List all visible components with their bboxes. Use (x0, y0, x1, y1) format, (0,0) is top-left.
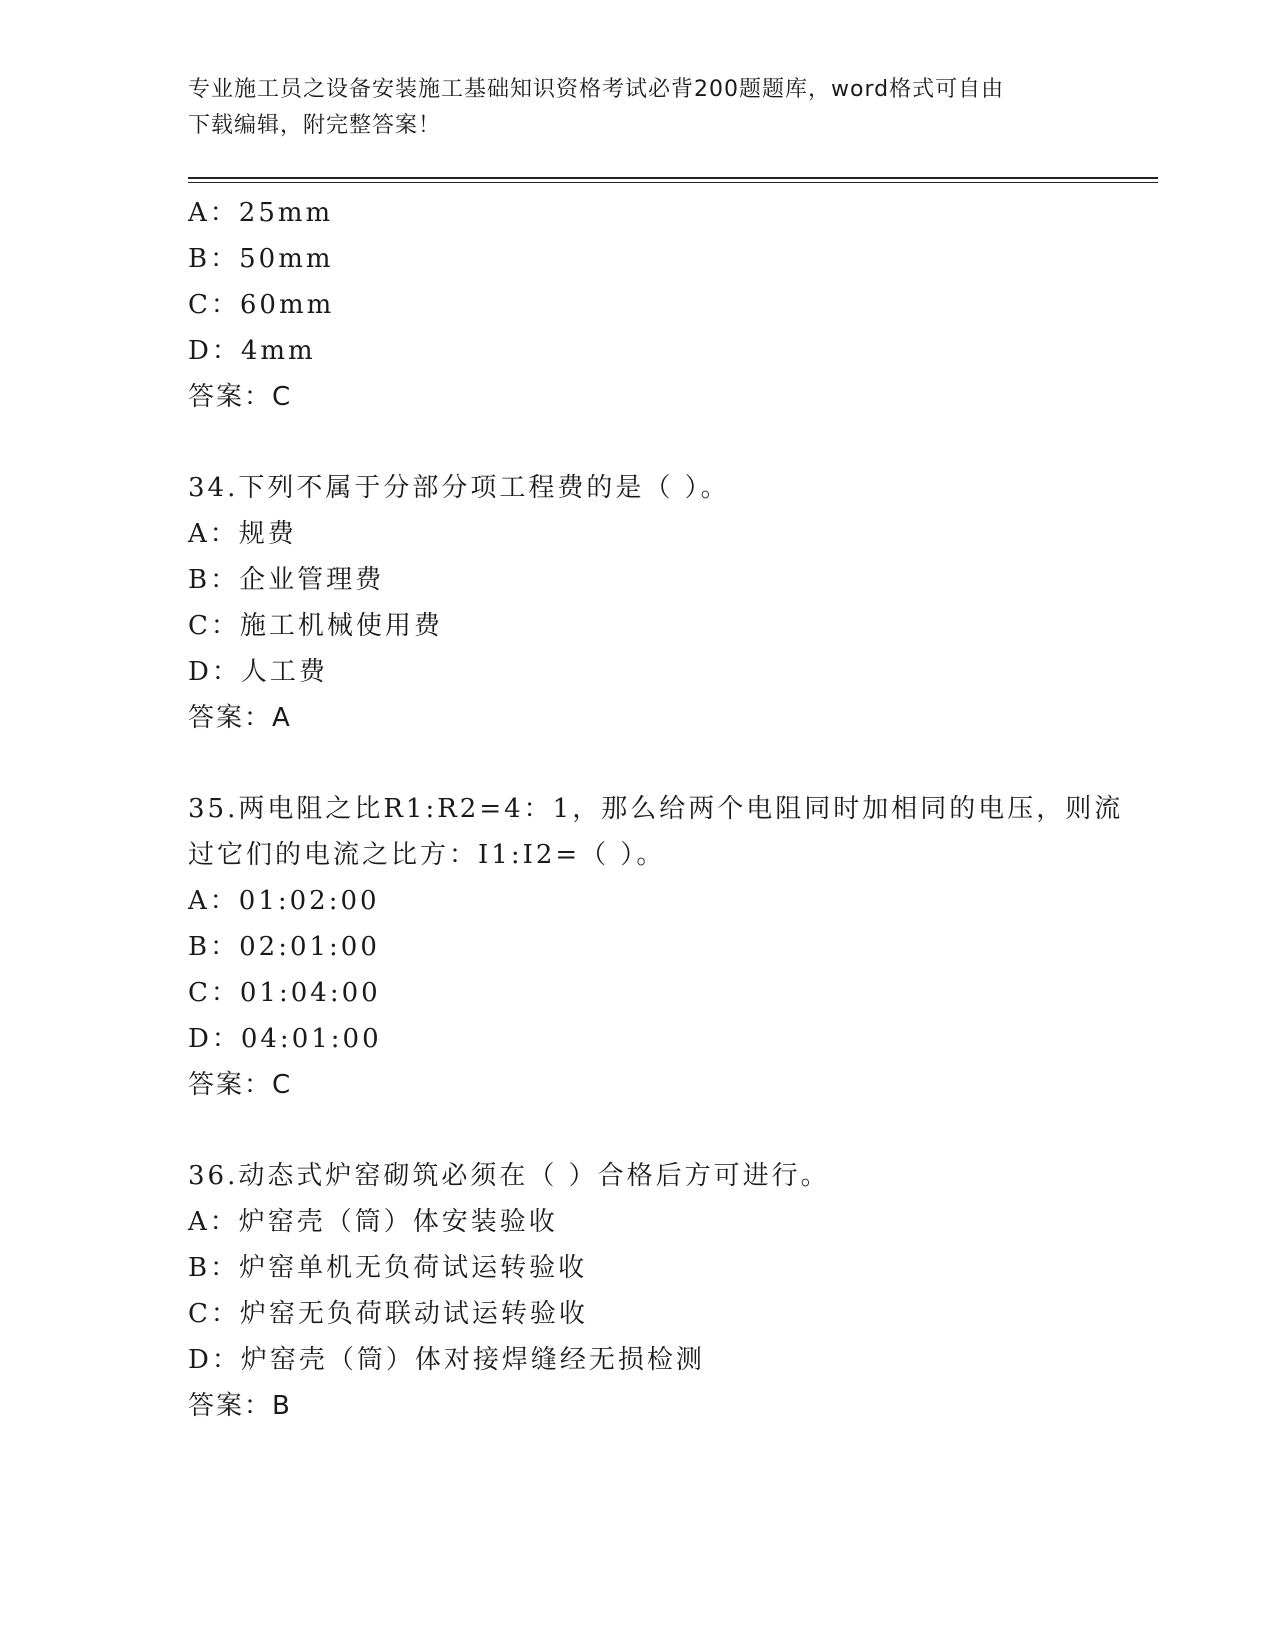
option-b: B：企业管理费 (188, 565, 385, 595)
option-a: A：25mm (188, 198, 334, 228)
document-header (188, 72, 1068, 144)
header-line-2: 下载编辑，附完整答案！ (188, 113, 442, 138)
question-stem-line-1: 35.两电阻之比R1:R2=4：1，那么给两个电阻同时加相同的电压，则流 (188, 794, 1124, 824)
option-d: D：04:01:00 (188, 1024, 382, 1054)
answer: 答案：C (188, 382, 293, 412)
answer: 答案：A (188, 703, 292, 733)
spacer (188, 420, 1148, 465)
option-b: B：02:01:00 (188, 932, 380, 962)
question-stem: 34.下列不属于分部分项工程费的是（ ）。 (188, 473, 730, 503)
header-divider-thick (188, 177, 1158, 179)
question-36 (188, 1153, 1148, 1429)
option-c: C：施工机械使用费 (188, 611, 443, 641)
option-b: B：炉窑单机无负荷试运转验收 (188, 1253, 588, 1283)
option-a: A：规费 (188, 519, 297, 549)
option-d: D：4mm (188, 336, 316, 366)
question-33 (188, 190, 1148, 420)
option-d: D：炉窑壳（筒）体对接焊缝经无损检测 (188, 1345, 705, 1375)
option-a: A：炉窑壳（筒）体安装验收 (188, 1207, 558, 1237)
answer: 答案：B (188, 1391, 292, 1421)
header-line-1: 专业施工员之设备安装施工基础知识资格考试必背200题题库，word格式可自由 (188, 77, 1005, 102)
option-a: A：01:02:00 (188, 886, 380, 916)
question-34 (188, 465, 1148, 741)
option-b: B：50mm (188, 244, 334, 274)
header-divider-thin (188, 182, 1158, 183)
spacer (188, 741, 1148, 786)
option-d: D：人工费 (188, 657, 328, 687)
question-35 (188, 786, 1148, 1108)
question-stem-line-2: 过它们的电流之比方：I1:I2=（ ）。 (188, 840, 666, 870)
option-c: C：01:04:00 (188, 978, 381, 1008)
option-c: C：炉窑无负荷联动试运转验收 (188, 1299, 588, 1329)
option-c: C：60mm (188, 290, 335, 320)
answer: 答案：C (188, 1070, 293, 1100)
question-stem: 36.动态式炉窑砌筑必须在（ ）合格后方可进行。 (188, 1161, 830, 1191)
spacer (188, 1108, 1148, 1153)
question-list (188, 190, 1148, 1429)
